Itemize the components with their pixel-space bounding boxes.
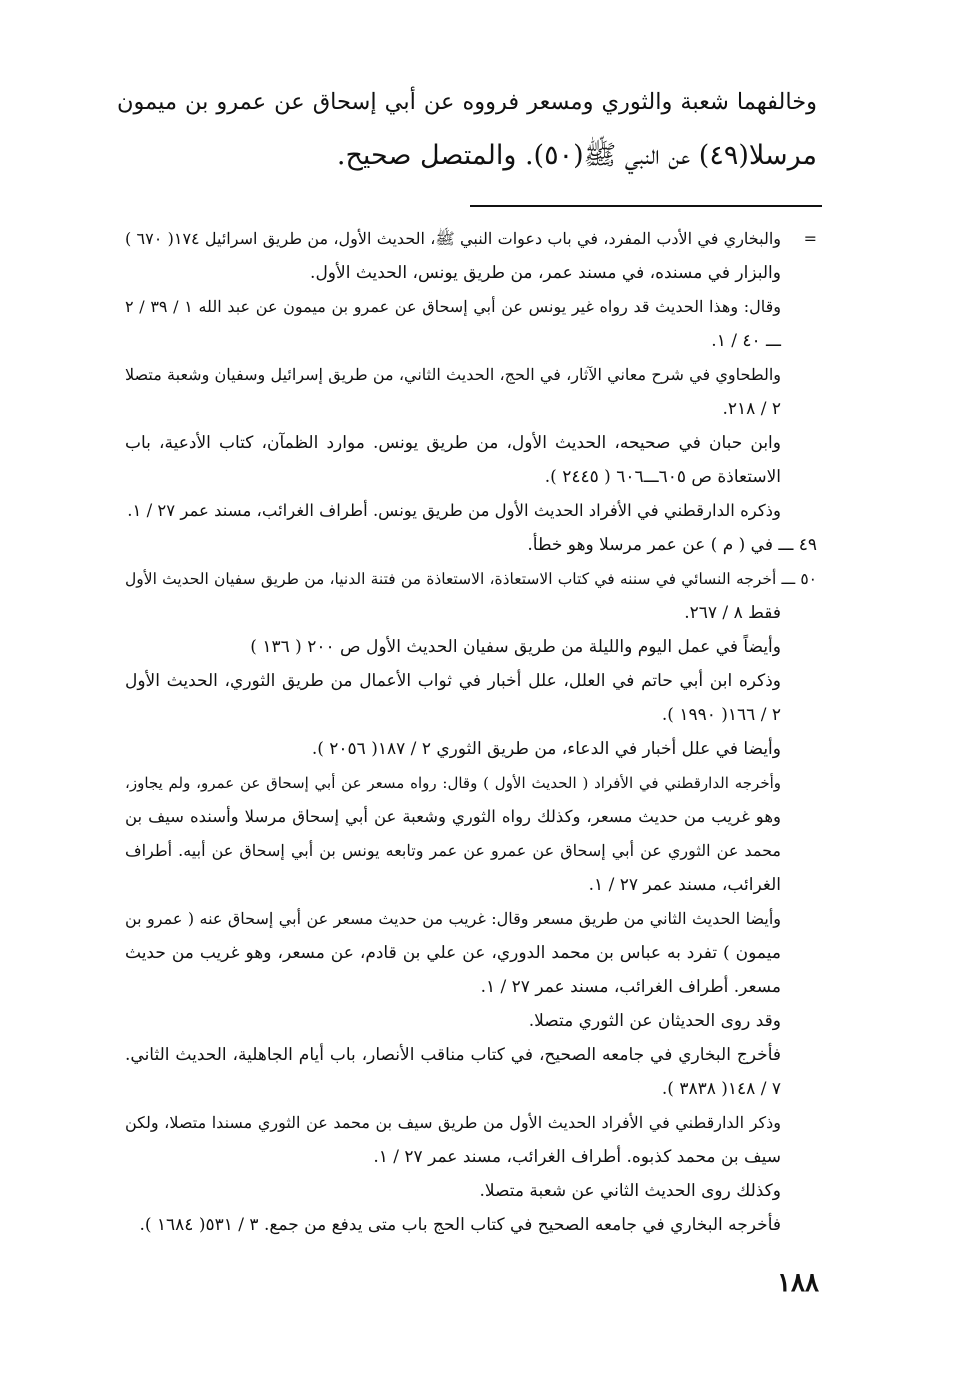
main-text-line: مرسلا(٤٩) عن النبي ﷺ(٥٠). والمتصل صحيح. bbox=[336, 140, 817, 171]
footnote-50: ٥٠ ـــ أخرجه النسائي في سننه في كتاب الاستعاذة، الاستعاذة من فتنة الدنيا، من طريق سفيان الحديث الأول bbox=[125, 570, 817, 588]
footnote-text: والبخاري في الأدب المفرد، في باب دعوات النبي ﷺ، الحديث الأول، من طريق اسرائيل ١٧٤( ٦٧٠ ) bbox=[125, 229, 782, 248]
footnote-line: وأخرجه الدارقطني في الأفراد ( الحديث الأول ) وقال: رواه مسعر عن أبي إسحاق عن عمرو، ولم يجاوز، bbox=[125, 774, 781, 792]
footnote-separator bbox=[470, 205, 822, 207]
footnote-line: فقط ٨ / ٢٦٧. bbox=[684, 603, 781, 623]
footnote-line: ٧ / ١٤٨( ٣٨٣٨ ). bbox=[661, 1079, 781, 1099]
footnote-line: وذكره الدارقطني في الأفراد الحديث الأول من طريق يونس. أطراف الغرائب، مسند عمر ٢٧ / ١. bbox=[127, 501, 781, 520]
page-number: ١٨٨ bbox=[777, 1268, 819, 1298]
continuation-marker: = bbox=[803, 229, 817, 248]
footnote-line: وأيضاً في عمل اليوم والليلة من طريق سفيان الحديث الأول ص ٢٠٠ ( ١٣٦ ) bbox=[250, 637, 781, 657]
footnote-line: الغرائب، مسند عمر ٢٧ / ١. bbox=[588, 875, 781, 895]
footnote-line: الاستعاذة ص ٦٠٥ـــ٦٠٦ ( ٢٤٤٥ ). bbox=[544, 467, 781, 487]
footnote-line: وذكر الدارقطني في الأفراد الحديث الأول من طريق سيف بن محمد عن الثوري مسندا متصلا، ولكن bbox=[125, 1113, 781, 1132]
footnote-line: ٢ / ٢١٨. bbox=[722, 399, 781, 419]
footnote-line: وهو غريب من حديث مسعر، وكذلك رواه الثوري وشعبة عن أبي إسحاق مرسلا وأسنده سيف بن bbox=[125, 807, 781, 826]
footnote-line bbox=[125, 222, 817, 256]
footnote-line: ٢ / ١٦٦( ١٩٩٠ ). bbox=[661, 705, 781, 725]
footnote-line: وأيضا الحديث الثاني من طريق مسعر وقال: غريب من حديث مسعر عن أبي إسحاق عنه ( عمرو بن bbox=[125, 909, 782, 928]
footnote-line: وقال: وهذا الحديث قد رواه غير يونس عن أبي إسحاق عن عمرو بن ميمون عن عبد الله ١ / ٣٩ / ٢ bbox=[125, 297, 781, 316]
footnote-line: فأخرجه البخاري في جامعه الصحيح في كتاب الحج باب متى يدفع من جمع. ٣ / ٥٣١( ١٦٨٤ ). bbox=[139, 1215, 781, 1235]
footnote-line: سيف بن محمد كذبوه. أطراف الغرائب، مسند عمر ٢٧ / ١. bbox=[373, 1147, 781, 1167]
footnote-line: وابن حبان في صحيحه، الحديث الأول، من طريق يونس. موارد الظمآن، كتاب الأدعية، باب bbox=[125, 433, 781, 453]
footnotes bbox=[125, 222, 817, 1242]
main-text bbox=[117, 76, 817, 182]
footnote-line: والبزار في مسنده، في مسند عمر، من طريق يونس، الحديث الأول. bbox=[310, 263, 781, 283]
footnote-line: محمد عن الثوري عن أبي إسحاق عن عمرو عن عمر وتابعه يونس بن أبي إسحاق عن أبيه. أطراف bbox=[125, 841, 781, 860]
footnote-line: ميمون ) تفرد به عباس بن محمد الدوري، عن علي بن قادم، عن مسعر، وهو غريب من حديث bbox=[125, 943, 782, 963]
footnote-line: وكذلك روى الحديث الثاني عن شعبة متصلا. bbox=[479, 1181, 781, 1201]
footnote-line: فأخرج البخاري في جامعه الصحيح، في كتاب مناقب الأنصار، باب أيام الجاهلية، الحديث الثاني. bbox=[125, 1045, 781, 1065]
footnote-line: والطحاوي في شرح معاني الآثار، في الحج، الحديث الثاني، من طريق إسرائيل وسفيان وشعبة متصلا bbox=[125, 365, 781, 384]
footnote-line: وقد روى الحديثان عن الثوري متصلا. bbox=[528, 1011, 781, 1031]
main-text-line: وخالفهما شعبة والثوري ومسعر فرووه عن أبي إسحاق عن عمرو بن ميمون bbox=[117, 89, 817, 115]
footnote-line: مسعر. أطراف الغرائب، مسند عمر ٢٧ / ١. bbox=[480, 977, 781, 997]
footnote-line: ـــ ٤٠ / ١. bbox=[711, 331, 781, 351]
footnote-line: وذكره ابن أبي حاتم في العلل، علل أخبار في ثواب الأعمال من طريق الثوري، الحديث الأول bbox=[125, 671, 781, 691]
footnote-line: وأيضا في علل أخبار في الدعاء، من طريق الثوري ٢ / ١٨٧( ٢٠٥٦ ). bbox=[311, 739, 781, 759]
footnote-49: ٤٩ ـــ في ( م ) عن عمر مرسلا وهو خطأ. bbox=[527, 535, 817, 555]
